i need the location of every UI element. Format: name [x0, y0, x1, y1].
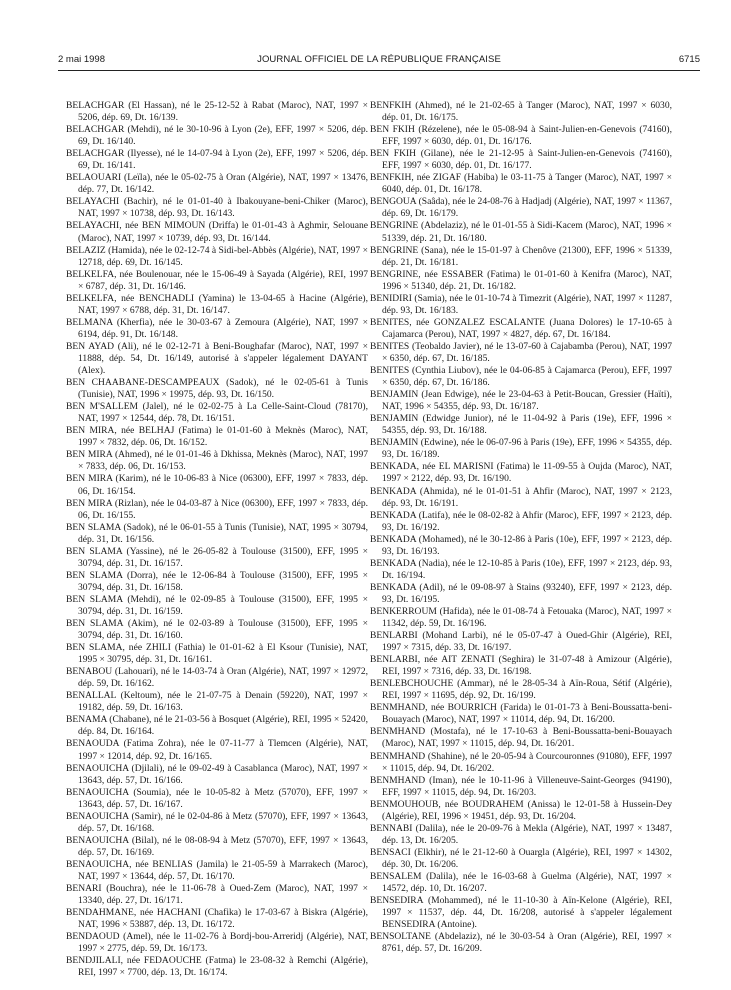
naturalization-entry: BENSALEM (Dalila), née le 16-03-68 à Guelma (Algérie), NAT, 1997 × 14572, dép. 10, Dt. 16/207.: [370, 871, 672, 895]
naturalization-entry: BENDAOUD (Amel), née le 11-02-76 à Bordj-bou-Arreridj (Algérie), NAT, 1997 × 2775, dép. 59, Dt. 16/173.: [66, 931, 368, 955]
left-column: [66, 100, 368, 979]
naturalization-entry: BENGRINE (Sana), née le 15-01-97 à Chenôve (21300), EFF, 1996 × 51339, dép. 21, Dt. 16/181.: [370, 244, 672, 268]
naturalization-entry: BEN AYAD (Ali), né le 02-12-71 à Beni-Boughafar (Maroc), NAT, 1997 × 11888, dép. 54, Dt. 16/149, autorisé à s'appeler légalement DAYANT (Alex).: [66, 340, 368, 377]
naturalization-entry: BENMHAND (Iman), née le 10-11-96 à Villeneuve-Saint-Georges (94190), EFF, 1997 × 11015, dép. 94, Dt. 16/203.: [370, 774, 672, 798]
naturalization-entry: BELMANA (Kherfia), née le 30-03-67 à Zemoura (Algérie), NAT, 1997 × 6194, dép. 91, Dt. 16/148.: [66, 316, 368, 340]
naturalization-entry: BELKELFA, née Boulenouar, née le 15-06-49 à Sayada (Algérie), REI, 1997 × 6787, dép. 31, Dt. 16/146.: [66, 268, 368, 292]
naturalization-entry: BENARI (Bouchra), née le 11-06-78 à Oued-Zem (Maroc), NAT, 1997 × 13340, dép. 27, Dt. 16/171.: [66, 883, 368, 907]
naturalization-entry: BENDJILALI, née FEDAOUCHE (Fatma) le 23-08-32 à Remchi (Algérie), REI, 1997 × 7700, dép. 13, Dt. 16/174.: [66, 955, 368, 979]
naturalization-entry: BEN SLAMA (Sadok), né le 06-01-55 à Tunis (Tunisie), NAT, 1995 × 30794, dép. 31, Dt. 16/156.: [66, 521, 368, 545]
naturalization-entry: BENGRINE (Abdelaziz), né le 01-01-55 à Sidi-Kacem (Maroc), NAT, 1996 × 51339, dép. 21, Dt. 16/180.: [370, 220, 672, 244]
naturalization-entry: BELACHGAR (El Hassan), né le 25-12-52 à Rabat (Maroc), NAT, 1997 × 5206, dép. 69, Dt. 16/139.: [66, 100, 368, 124]
naturalization-entry: BEN MIRA (Ahmed), né le 01-01-46 à Dkhissa, Meknès (Maroc), NAT, 1997 × 7833, dép. 06, Dt. 16/153.: [66, 449, 368, 473]
page-header: [58, 54, 700, 68]
naturalization-entry: BEN M'SALLEM (Jalel), né le 02-02-75 à La Celle-Saint-Cloud (78170), NAT, 1997 × 12544, dép. 78, Dt. 16/151.: [66, 401, 368, 425]
naturalization-entry: BEN SLAMA (Akim), né le 02-03-89 à Toulouse (31500), EFF, 1995 × 30794, dép. 31, Dt. 16/160.: [66, 618, 368, 642]
naturalization-entry: BENKADA (Latifa), née le 08-02-82 à Ahfir (Maroc), EFF, 1997 × 2123, dép. 93, Dt. 16/192.: [370, 509, 672, 533]
header-date: 2 mai 1998: [58, 54, 106, 65]
naturalization-entry: BENAOUICHA (Djilali), né le 09-02-49 à Casablanca (Maroc), NAT, 1997 × 13643, dép. 57, Dt. 16/166.: [66, 762, 368, 786]
page-number: 6715: [678, 54, 700, 65]
naturalization-entry: BEN SLAMA (Yassine), né le 26-05-82 à Toulouse (31500), EFF, 1995 × 30794, dép. 31, Dt. 16/157.: [66, 545, 368, 569]
journal-title: JOURNAL OFFICIEL DE LA RÉPUBLIQUE FRANÇAISE: [257, 54, 501, 65]
header-rule: [58, 70, 700, 71]
naturalization-entry: BENNABI (Dalila), née le 20-09-76 à Mekla (Algérie), NAT, 1997 × 13487, dép. 13, Dt. 16/205.: [370, 822, 672, 846]
naturalization-entry: BEN SLAMA, née ZHILI (Fathia) le 01-01-62 à El Ksour (Tunisie), NAT, 1995 × 30795, dép. 31, Dt. 16/161.: [66, 642, 368, 666]
naturalization-entry: BEN MIRA (Karim), né le 10-06-83 à Nice (06300), EFF, 1997 × 7833, dép. 06, Dt. 16/154.: [66, 473, 368, 497]
naturalization-entry: BENAOUICHA (Samir), né le 02-04-86 à Metz (57070), EFF, 1997 × 13643, dép. 57, Dt. 16/168.: [66, 810, 368, 834]
naturalization-entry: BELAYACHI (Bachir), né le 01-01-40 à Ibakouyane-beni-Chiker (Maroc), NAT, 1997 × 10738, dép. 93, Dt. 16/143.: [66, 196, 368, 220]
right-column: [370, 100, 672, 955]
naturalization-entry: BENMHAND (Shahine), né le 20-05-94 à Courcouronnes (91080), EFF, 1997 × 11015, dép. 94, Dt. 16/202.: [370, 750, 672, 774]
naturalization-entry: BENSACI (Elkhir), né le 21-12-60 à Ouargla (Algérie), REI, 1997 × 14302, dép. 30, Dt. 16/206.: [370, 846, 672, 870]
naturalization-entry: BENJAMIN (Jean Edwige), née le 23-04-63 à Petit-Boucan, Gressier (Haïti), NAT, 1996 × 54355, dép. 93, Dt. 16/187.: [370, 389, 672, 413]
naturalization-entry: BENKADA, née EL MARISNI (Fatima) le 11-09-55 à Oujda (Maroc), NAT, 1997 × 2122, dép. 93, Dt. 16/190.: [370, 461, 672, 485]
naturalization-entry: BENKADA (Mohamed), né le 30-12-86 à Paris (10e), EFF, 1997 × 2123, dép. 93, Dt. 16/193.: [370, 533, 672, 557]
naturalization-entry: BELAOUARI (Leïla), née le 05-02-75 à Oran (Algérie), NAT, 1997 × 13476, dép. 77, Dt. 16/142.: [66, 172, 368, 196]
naturalization-entry: BELKELFA, née BENCHADLI (Yamina) le 13-04-65 à Hacine (Algérie), NAT, 1997 × 6788, dép. 31, Dt. 16/147.: [66, 292, 368, 316]
naturalization-entry: BENFKIH (Ahmed), né le 21-02-65 à Tanger (Maroc), NAT, 1997 × 6030, dép. 01, Dt. 16/175.: [370, 100, 672, 124]
naturalization-entry: BENKADA (Adil), né le 09-08-97 à Stains (93240), EFF, 1997 × 2123, dép. 93, Dt. 16/195.: [370, 581, 672, 605]
naturalization-entry: BENLARBI (Mohand Larbi), né le 05-07-47 à Oued-Ghir (Algérie), REI, 1997 × 7315, dép. 33, Dt. 16/197.: [370, 630, 672, 654]
naturalization-entry: BEN FKIH (Rézelene), née le 05-08-94 à Saint-Julien-en-Genevois (74160), EFF, 1997 × 6030, dép. 01, Dt. 16/176.: [370, 124, 672, 148]
naturalization-entry: BENMOUHOUB, née BOUDRAHEM (Anissa) le 12-01-58 à Hussein-Dey (Algérie), REI, 1996 × 19451, dép. 93, Dt. 16/204.: [370, 798, 672, 822]
naturalization-entry: BEN CHAABANE-DESCAMPEAUX (Sadok), né le 02-05-61 à Tunis (Tunisie), NAT, 1996 × 19975, dép. 93, Dt. 16/150.: [66, 377, 368, 401]
naturalization-entry: BENSOLTANE (Abdelaziz), né le 30-03-54 à Oran (Algérie), REI, 1997 × 8761, dép. 57, Dt. 16/209.: [370, 931, 672, 955]
naturalization-entry: BENMHAND (Mostafa), né le 17-10-63 à Beni-Boussatta-beni-Bouayach (Maroc), NAT, 1997 × 11015, dép. 94, Dt. 16/201.: [370, 726, 672, 750]
naturalization-entry: BENAOUDA (Fatima Zohra), née le 07-11-77 à Tlemcen (Algérie), NAT, 1997 × 12014, dép. 92, Dt. 16/165.: [66, 738, 368, 762]
naturalization-entry: BENFKIH, née ZIGAF (Habiba) le 03-11-75 à Tanger (Maroc), NAT, 1997 × 6040, dép. 01, Dt. 16/178.: [370, 172, 672, 196]
naturalization-entry: BENLARBI, née AIT ZENATI (Seghira) le 31-07-48 à Amizour (Algérie), REI, 1997 × 7316, dép. 33, Dt. 16/198.: [370, 654, 672, 678]
naturalization-entry: BENAMA (Chabane), né le 21-03-56 à Bosquet (Algérie), REI, 1995 × 52420, dép. 84, Dt. 16/164.: [66, 714, 368, 738]
naturalization-entry: BELAYACHI, née BEN MIMOUN (Driffa) le 01-01-43 à Aghmir, Selouane (Maroc), NAT, 1997 × 10739, dép. 93, Dt. 16/144.: [66, 220, 368, 244]
naturalization-entry: BEN SLAMA (Dorra), née le 12-06-84 à Toulouse (31500), EFF, 1995 × 30794, dép. 31, Dt. 16/158.: [66, 569, 368, 593]
naturalization-entry: BENJAMIN (Edwine), née le 06-07-96 à Paris (19e), EFF, 1996 × 54355, dép. 93, Dt. 16/189.: [370, 437, 672, 461]
naturalization-entry: BENGRINE, née ESSABER (Fatima) le 01-01-60 à Kenifra (Maroc), NAT, 1996 × 51340, dép. 21, Dt. 16/182.: [370, 268, 672, 292]
naturalization-entry: BENGOUA (Saâda), née le 24-08-76 à Hadjadj (Algérie), NAT, 1997 × 11367, dép. 69, Dt. 16/179.: [370, 196, 672, 220]
naturalization-entry: BENAOUICHA, née BENLIAS (Jamila) le 21-05-59 à Marrakech (Maroc), NAT, 1997 × 13644, dép. 57, Dt. 16/170.: [66, 858, 368, 882]
naturalization-entry: BENITES (Cynthia Liubov), née le 04-06-85 à Cajamarca (Perou), EFF, 1997 × 6350, dép. 67, Dt. 16/186.: [370, 365, 672, 389]
naturalization-entry: BENKADA (Ahmida), né le 01-01-51 à Ahfir (Maroc), NAT, 1997 × 2123, dép. 93, Dt. 16/191.: [370, 485, 672, 509]
naturalization-entry: BENABOU (Lahouari), né le 14-03-74 à Oran (Algérie), NAT, 1997 × 12972, dép. 59, Dt. 16/162.: [66, 666, 368, 690]
naturalization-entry: BENJAMIN (Edwidge Junior), né le 11-04-92 à Paris (19e), EFF, 1996 × 54355, dép. 93, Dt. 16/188.: [370, 413, 672, 437]
naturalization-entry: BENAOUICHA (Soumia), née le 10-05-82 à Metz (57070), EFF, 1997 × 13643, dép. 57, Dt. 16/167.: [66, 786, 368, 810]
naturalization-entry: BENLEBCHOUCHE (Ammar), né le 28-05-34 à Aïn-Roua, Sétif (Algérie), REI, 1997 × 11695, dép. 92, Dt. 16/199.: [370, 678, 672, 702]
naturalization-entry: BENDAHMANE, née HACHANI (Chafika) le 17-03-67 à Biskra (Algérie), NAT, 1996 × 53887, dép. 13, Dt. 16/172.: [66, 907, 368, 931]
naturalization-entry: BENSEDIRA (Mohammed), né le 11-10-30 à Aïn-Kelone (Algérie), REI, 1997 × 11537, dép. 44, Dt. 16/208, autorisé à s'appeler légalement BENSEDIRA (Antoine).: [370, 895, 672, 931]
naturalization-entry: BENKADA (Nadia), née le 12-10-85 à Paris (10e), EFF, 1997 × 2123, dép. 93, Dt. 16/194.: [370, 557, 672, 581]
naturalization-entry: BELAZIZ (Hamida), née le 02-12-74 à Sidi-bel-Abbès (Algérie), NAT, 1997 × 12718, dép. 69, Dt. 16/145.: [66, 244, 368, 268]
naturalization-entry: BENMHAND, née BOURRICH (Farida) le 01-01-73 à Beni-Boussatta-beni-Bouayach (Maroc), NAT, 1997 × 11014, dép. 94, Dt. 16/200.: [370, 702, 672, 726]
naturalization-entry: BENKERROUM (Hafida), née le 01-08-74 à Fetouaka (Maroc), NAT, 1997 × 11342, dép. 59, Dt. 16/196.: [370, 605, 672, 630]
naturalization-entry: BEN SLAMA (Mehdi), né le 02-09-85 à Toulouse (31500), EFF, 1995 × 30794, dép. 31, Dt. 16/159.: [66, 593, 368, 617]
naturalization-entry: BEN MIRA, née BELHAJ (Fatima) le 01-01-60 à Meknès (Maroc), NAT, 1997 × 7832, dép. 06, Dt. 16/152.: [66, 425, 368, 449]
naturalization-entry: BELACHGAR (Ilyesse), né le 14-07-94 à Lyon (2e), EFF, 1997 × 5206, dép. 69, Dt. 16/141.: [66, 148, 368, 172]
naturalization-entry: BEN MIRA (Rizlan), née le 04-03-87 à Nice (06300), EFF, 1997 × 7833, dép. 06, Dt. 16/155.: [66, 497, 368, 521]
naturalization-entry: BENALLAL (Keltoum), née le 21-07-75 à Denain (59220), NAT, 1997 × 19182, dép. 59, Dt. 16/163.: [66, 690, 368, 714]
naturalization-entry: BENAOUICHA (Bilal), né le 08-08-94 à Metz (57070), EFF, 1997 × 13643, dép. 57, Dt. 16/169.: [66, 834, 368, 858]
naturalization-entry: BELACHGAR (Mehdi), né le 30-10-96 à Lyon (2e), EFF, 1997 × 5206, dép. 69, Dt. 16/140.: [66, 124, 368, 148]
naturalization-entry: BEN FKIH (Gilane), née le 21-12-95 à Saint-Julien-en-Genevois (74160), EFF, 1997 × 6030, dép. 01, Dt. 16/177.: [370, 148, 672, 172]
naturalization-entry: BENIDIRI (Samia), née le 01-10-74 à Timezrit (Algérie), NAT, 1997 × 11287, dép. 93, Dt. 16/183.: [370, 292, 672, 316]
naturalization-entry: BENITES (Teobaldo Javier), né le 13-07-60 à Cajabamba (Perou), NAT, 1997 × 6350, dép. 67, Dt. 16/185.: [370, 340, 672, 364]
naturalization-entry: BENITES, née GONZALEZ ESCALANTE (Juana Dolores) le 17-10-65 à Cajamarca (Perou), NAT, 1997 × 4827, dép. 67, Dt. 16/184.: [370, 316, 672, 340]
